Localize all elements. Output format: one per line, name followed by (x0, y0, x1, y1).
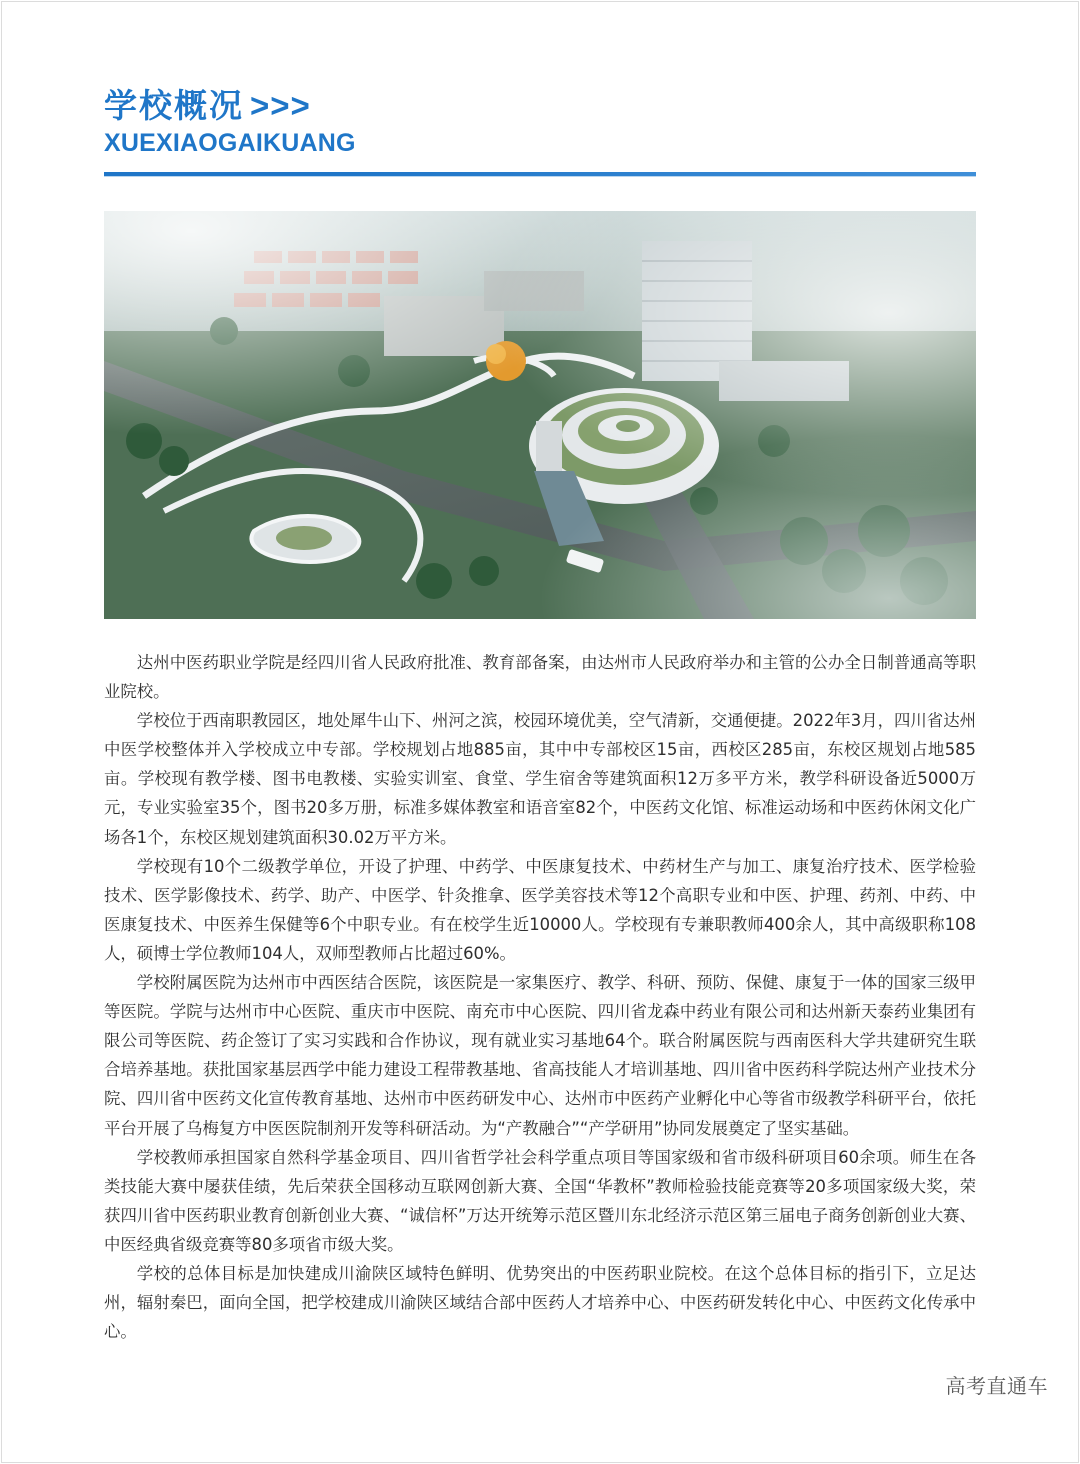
paragraph-1: 达州中医药职业学院是经四川省人民政府批准、教育部备案，由达州市人民政府举办和主管的公办全日制普通高等职业院校。 (104, 653, 976, 702)
paragraph-5: 学校教师承担国家自然科学基金项目、四川省哲学社会科学重点项目等国家级和省市级科研项目60余项。师生在各类技能大赛中屡获佳绩，先后荣获全国移动互联网创新大赛、全国“华教杯”教师检验技能竞赛等20多项国家级大奖，荣获四川省中医药职业教育创新创业大赛、“诚信杯”万达开统筹示范区暨川东北经济示范区第三届电子商务创新创业大赛、中医经典省级竞赛等80多项省市级大奖。 (104, 1147, 976, 1254)
title-cn-text: 学校概况 (104, 86, 244, 125)
paragraph-2: 学校位于西南职教园区，地处犀牛山下、州河之滨，校园环境优美，空气清新，交通便捷。2022年3月，四川省达州中医学校整体并入学校成立中专部。学校规划占地885亩，其中中专部校区15亩，西校区285亩，东校区规划占地585亩。学校现有教学楼、图书电教楼、实验实训室、食堂、学生宿舍等建筑面积12万多平方米，教学科研设备近5000万元，专业实验室35个，图书20多万册，标准多媒体教室和语音室82个，中医药文化馆、标准运动场和中医药休闲文化广场各1个，东校区规划建筑面积30.02万平方米。 (104, 711, 976, 847)
page-title (104, 86, 976, 126)
paragraph-4: 学校附属医院为达州市中西医结合医院，该医院是一家集医疗、教学、科研、预防、保健、康复于一体的国家三级甲等医院。学院与达州市中心医院、重庆市中医院、南充市中心医院、四川省龙森中药业有限公司和达州新天泰药业集团有限公司等医院、药企签订了实习实践和合作协议，现有就业实习基地64个。联合附属医院与西南医科大学共建研究生联合培养基地。获批国家基层西学中能力建设工程带教基地、省高技能人才培训基地、四川省中医药科学院达州产业技术分院、四川省中医药文化宣传教育基地、达州市中医药研发中心、达州市中医药产业孵化中心等省市级教学科研平台，依托平台开展了乌梅复方中医医院制剂开发等科研活动。为“产教融合”“产学研用”协同发展奠定了坚实基础。 (104, 973, 976, 1138)
title-divider (104, 172, 976, 176)
footer-brand-label: 高考直通车 (945, 1374, 1048, 1398)
title-arrows: >>> (250, 87, 311, 124)
paragraph-3: 学校现有10个二级教学单位，开设了护理、中药学、中医康复技术、中药材生产与加工、康复治疗技术、医学检验技术、医学影像技术、药学、助产、中医学、针灸推拿、医学美容技术等12个高职专业和中医、护理、药剂、中药、中医康复技术、中医养生保健等6个中职专业。有在校学生近10000人。学校现有专兼职教师400余人，其中高级职称108人，硕博士学位教师104人，双师型教师占比超过60%。 (104, 856, 976, 963)
campus-aerial-image (104, 211, 976, 619)
paragraph-6: 学校的总体目标是加快建成川渝陕区域特色鲜明、优势突出的中医药职业院校。在这个总体目标的指引下，立足达州，辐射秦巴，面向全国，把学校建成川渝陕区域结合部中医药人才培养中心、中医药研发转化中心、中医药文化传承中心。 (104, 1263, 976, 1342)
section-header (104, 86, 976, 158)
intro-body (104, 648, 976, 1346)
page-subtitle-pinyin: XUEXIAOGAIKUANG (104, 129, 356, 157)
